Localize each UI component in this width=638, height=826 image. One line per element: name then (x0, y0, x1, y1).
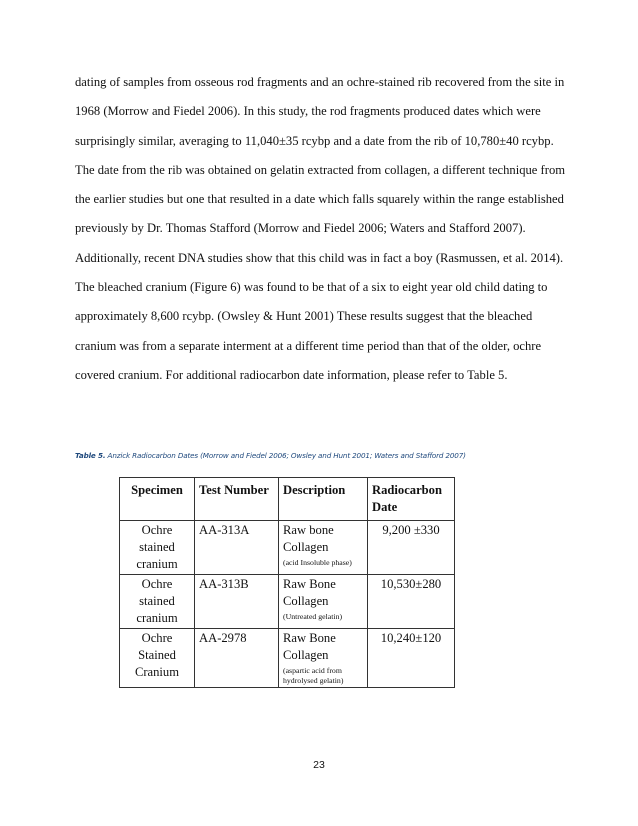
cell-test-number: AA-313A (195, 521, 279, 575)
header-date-line1: Radiocarbon (372, 483, 442, 497)
header-specimen: Specimen (120, 478, 195, 521)
specimen-line: Ochre (141, 631, 173, 645)
body-line: previously by Dr. Thomas Stafford (Morrow and Fiedel 2006; Waters and Stafford 2007). (75, 221, 526, 236)
specimen-line: cranium (136, 557, 178, 571)
cell-specimen (120, 629, 195, 688)
table-row (120, 521, 455, 575)
cell-specimen (120, 521, 195, 575)
description-main-line: Raw bone (283, 523, 334, 537)
table-caption-label: Table 5. (75, 451, 106, 460)
body-line: surprisingly similar, averaging to 11,040±35 rcybp and a date from the rib of 10,780±40 rcybp. (75, 133, 554, 148)
description-main-line: Collagen (283, 540, 329, 554)
table-caption (75, 451, 466, 460)
header-description: Description (279, 478, 368, 521)
description-main-line: Collagen (283, 594, 329, 608)
description-main-line: Raw Bone (283, 577, 336, 591)
cell-date: 9,200 ±330 (368, 521, 455, 575)
cell-test-number: AA-313B (195, 575, 279, 629)
body-line: Additionally, recent DNA studies show that this child was in fact a boy (Rasmussen, et al. 2014). (75, 250, 564, 265)
body-line: dating of samples from osseous rod fragments and an ochre-stained rib recovered from the site in (75, 75, 565, 89)
description-note: (aspartic acid from hydrolysed gelatin) (283, 666, 344, 685)
body-paragraph (75, 68, 567, 390)
header-radiocarbon-date (368, 478, 455, 521)
specimen-line: Stained (138, 648, 176, 662)
description-main-line: Collagen (283, 648, 329, 662)
table-row (120, 629, 455, 688)
cell-test-number: AA-2978 (195, 629, 279, 688)
table-caption-text: Anzick Radiocarbon Dates (Morrow and Fiedel 2006; Owsley and Hunt 2001; Waters and Stafford 2007) (105, 451, 466, 460)
cell-description (279, 629, 368, 688)
table-header-row (120, 478, 455, 521)
specimen-line: cranium (136, 611, 178, 625)
description-main-line: Raw Bone (283, 631, 336, 645)
specimen-line: Cranium (134, 665, 180, 679)
cell-date: 10,240±120 (368, 629, 455, 688)
body-line: The date from the rib was obtained on gelatin extracted from collagen, a different technique from (75, 162, 566, 177)
description-note: (acid Insoluble phase) (283, 558, 352, 567)
table-row (120, 575, 455, 629)
cell-specimen (120, 575, 195, 629)
page-number: 23 (313, 759, 325, 771)
radiocarbon-dates-table (119, 477, 455, 688)
body-line: covered cranium. For additional radiocarbon date information, please refer to Table 5. (75, 367, 508, 382)
description-note: (Untreated gelatin) (283, 612, 343, 621)
specimen-line: Ochre (141, 577, 173, 591)
header-date-line2: Date (372, 500, 398, 514)
body-line: 1968 (Morrow and Fiedel 2006). In this study, the rod fragments produced dates which were (75, 104, 541, 119)
body-line: the earlier studies but one that resulted in a date which falls squarely within the range established (75, 192, 564, 207)
body-line: approximately 8,600 rcybp. (Owsley & Hunt 2001) These results suggest that the bleached (75, 309, 533, 324)
body-line: The bleached cranium (Figure 6) was found to be that of a six to eight year old child dating to (75, 280, 548, 295)
specimen-line: stained (139, 594, 175, 608)
cell-description (279, 521, 368, 575)
cell-date: 10,530±280 (368, 575, 455, 629)
header-test-number: Test Number (195, 478, 279, 521)
body-line: cranium was from a separate interment at a different time period than that of the older, ochre (75, 338, 542, 353)
specimen-line: Ochre (141, 523, 173, 537)
cell-description (279, 575, 368, 629)
specimen-line: stained (139, 540, 175, 554)
